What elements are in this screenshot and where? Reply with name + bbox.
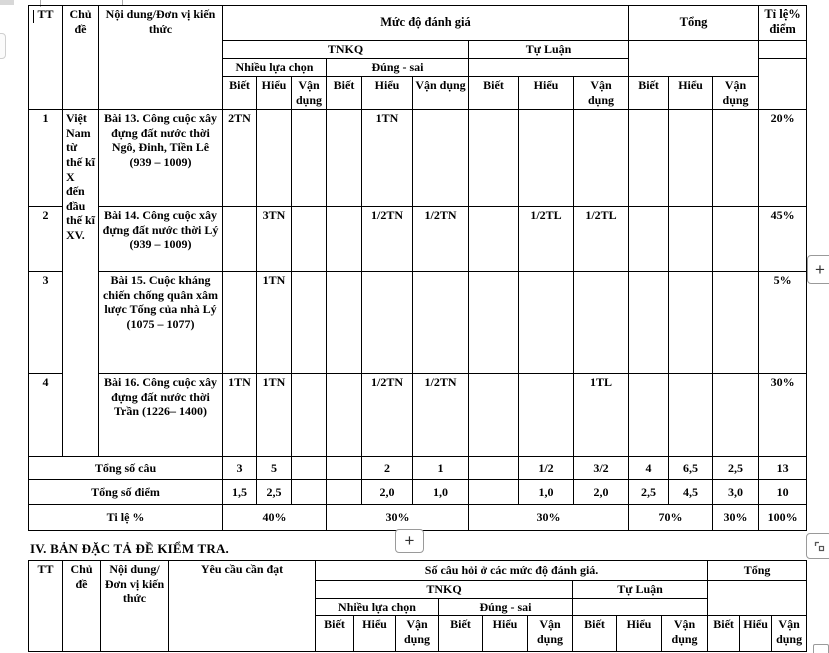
empty-cell[interactable] xyxy=(759,59,807,110)
total-cell[interactable] xyxy=(292,457,327,480)
percent-cell[interactable]: 30% xyxy=(759,374,807,457)
total-cell[interactable] xyxy=(292,480,327,505)
header-biet[interactable]: Biết xyxy=(223,77,257,110)
value-cell[interactable] xyxy=(629,374,669,457)
value-cell[interactable] xyxy=(574,110,629,207)
header-biet[interactable]: Biết xyxy=(439,616,483,652)
percent-row-label[interactable]: Ti lệ % xyxy=(29,505,223,531)
total-cell[interactable]: 4,5 xyxy=(669,480,713,505)
header-tuluan[interactable]: Tự Luận xyxy=(573,581,708,599)
plus-icon: + xyxy=(404,531,415,550)
value-cell[interactable] xyxy=(574,272,629,374)
value-cell[interactable]: 2TN xyxy=(223,110,257,207)
total-questions-label[interactable]: Tổng số câu xyxy=(29,457,223,480)
value-cell[interactable] xyxy=(223,272,257,374)
stt-cell[interactable]: 1 xyxy=(29,110,63,207)
header-biet[interactable]: Biết xyxy=(708,616,740,652)
empty-cell[interactable] xyxy=(573,598,708,616)
total-cell[interactable]: 5 xyxy=(257,457,292,480)
total-cell[interactable] xyxy=(327,480,362,505)
value-cell[interactable]: 1TL xyxy=(574,374,629,457)
total-cell[interactable]: 2 xyxy=(362,457,413,480)
header-vandung[interactable]: Vận dụng xyxy=(528,616,573,652)
header-tuluan[interactable]: Tự Luận xyxy=(469,41,629,59)
value-cell[interactable] xyxy=(629,207,669,272)
total-cell[interactable]: 1 xyxy=(413,457,469,480)
value-cell[interactable]: 1/2TL xyxy=(519,207,574,272)
lesson-cell[interactable]: Bài 16. Công cuộc xây đựng đất nước thời Trần (1226– 1400) xyxy=(99,374,223,457)
total-cell[interactable]: 3 xyxy=(223,457,257,480)
topic-cell[interactable]: Việt Nam từ thế kĩ X đến đầu thế kĩ XV. xyxy=(63,110,99,457)
resize-corner-icon xyxy=(813,540,826,553)
value-cell[interactable] xyxy=(713,207,759,272)
header-tnkq[interactable]: TNKQ xyxy=(223,41,469,59)
empty-cell[interactable] xyxy=(759,41,807,59)
header-tt[interactable]: TT xyxy=(29,561,63,652)
insert-row-button[interactable] xyxy=(395,529,424,553)
header-hieu[interactable]: Hiểu xyxy=(483,616,528,652)
header-vandung[interactable]: Vận dụng xyxy=(292,77,327,110)
value-cell[interactable] xyxy=(669,110,713,207)
header-biet[interactable]: Biết xyxy=(629,77,669,110)
header-tong[interactable]: Tổng xyxy=(629,6,759,41)
header-vandung[interactable]: Vận dụng xyxy=(662,616,708,652)
assessment-matrix-table xyxy=(28,5,807,531)
header-tnkq[interactable]: TNKQ xyxy=(316,581,573,599)
header-vandung[interactable]: Vận dụng xyxy=(772,616,807,652)
percent-total-cell[interactable]: 30% xyxy=(469,505,629,531)
header-biet[interactable]: Biết xyxy=(573,616,617,652)
total-points-label[interactable]: Tổng số điểm xyxy=(29,480,223,505)
value-cell[interactable] xyxy=(257,110,292,207)
percent-total-cell[interactable]: 40% xyxy=(223,505,327,531)
header-vandung[interactable]: Vận dụng xyxy=(713,77,759,110)
header-hieu[interactable]: Hiểu xyxy=(354,616,396,652)
cutoff-button-fragment[interactable] xyxy=(813,644,829,653)
header-chude[interactable]: Chủ đề xyxy=(63,561,101,652)
total-cell[interactable]: 4 xyxy=(629,457,669,480)
value-cell[interactable] xyxy=(327,110,362,207)
value-cell[interactable] xyxy=(669,374,713,457)
header-nlc[interactable]: Nhiều lựa chọn xyxy=(316,598,439,616)
percent-cell[interactable]: 5% xyxy=(759,272,807,374)
value-cell[interactable]: 1TN xyxy=(257,272,292,374)
value-cell[interactable]: 1/2TN xyxy=(413,374,469,457)
header-vandung[interactable]: Vận dụng xyxy=(574,77,629,110)
value-cell[interactable] xyxy=(327,272,362,374)
header-tt[interactable]: TT xyxy=(29,6,63,110)
value-cell[interactable] xyxy=(292,207,327,272)
plus-icon: + xyxy=(815,259,825,279)
stt-cell[interactable]: 4 xyxy=(29,374,63,457)
section-heading: IV. BẢN ĐẶC TẢ ĐỀ KIỂM TRA. xyxy=(30,541,229,556)
header-yeucau[interactable]: Yêu cầu cần đạt xyxy=(169,561,316,652)
value-cell[interactable] xyxy=(413,110,469,207)
value-cell[interactable] xyxy=(713,272,759,374)
total-cell[interactable]: 3/2 xyxy=(574,457,629,480)
header-biet[interactable]: Biết xyxy=(327,77,362,110)
sidebar-handle-fragment xyxy=(0,33,6,59)
total-cell[interactable]: 1,5 xyxy=(223,480,257,505)
value-cell[interactable] xyxy=(669,207,713,272)
header-mucdo[interactable]: Mức độ đánh giá xyxy=(223,6,629,41)
value-cell[interactable] xyxy=(469,110,519,207)
value-cell[interactable] xyxy=(669,272,713,374)
total-cell[interactable]: 2,5 xyxy=(713,457,759,480)
header-noidung[interactable]: Nội dung/Đơn vị kiến thức xyxy=(99,6,223,110)
value-cell[interactable] xyxy=(362,272,413,374)
value-cell[interactable] xyxy=(629,272,669,374)
header-tong[interactable]: Tổng xyxy=(708,561,807,581)
total-cell[interactable] xyxy=(469,457,519,480)
header-ds[interactable]: Đúng - sai xyxy=(327,59,469,77)
table-resize-button[interactable] xyxy=(806,533,829,559)
value-cell[interactable]: 3TN xyxy=(257,207,292,272)
header-hieu[interactable]: Hiểu xyxy=(669,77,713,110)
value-cell[interactable] xyxy=(327,207,362,272)
value-cell[interactable] xyxy=(413,272,469,374)
value-cell[interactable]: 1/2TN xyxy=(362,374,413,457)
header-biet[interactable]: Biết xyxy=(316,616,354,652)
stt-cell[interactable]: 3 xyxy=(29,272,63,374)
header-biet[interactable]: Biết xyxy=(469,77,519,110)
empty-cell[interactable] xyxy=(708,581,807,616)
specification-table xyxy=(28,560,807,652)
percent-total-cell[interactable]: 70% xyxy=(629,505,713,531)
percent-cell[interactable]: 20% xyxy=(759,110,807,207)
percent-total-cell[interactable]: 30% xyxy=(713,505,759,531)
stt-cell[interactable]: 2 xyxy=(29,207,63,272)
value-cell[interactable]: 1TN xyxy=(362,110,413,207)
value-cell[interactable]: 1/2TN xyxy=(362,207,413,272)
header-hieu[interactable]: Hiểu xyxy=(519,77,574,110)
value-cell[interactable] xyxy=(292,374,327,457)
value-cell[interactable]: 1TN xyxy=(223,374,257,457)
percent-cell[interactable]: 45% xyxy=(759,207,807,272)
empty-cell[interactable] xyxy=(629,41,759,77)
total-cell[interactable]: 1/2 xyxy=(519,457,574,480)
value-cell[interactable] xyxy=(519,374,574,457)
total-cell[interactable]: 2,0 xyxy=(574,480,629,505)
value-cell[interactable] xyxy=(713,110,759,207)
value-cell[interactable] xyxy=(519,272,574,374)
header-tile[interactable]: Tỉ lệ% điểm xyxy=(759,6,807,41)
header-hieu[interactable]: Hiểu xyxy=(362,77,413,110)
insert-column-button[interactable] xyxy=(807,255,829,284)
lesson-cell[interactable]: Bài 13. Công cuộc xây đựng đất nước thời Ngô, Đinh, Tiền Lê (939 – 1009) xyxy=(99,110,223,207)
header-hieu[interactable]: Hiểu xyxy=(257,77,292,110)
value-cell[interactable]: 1TN xyxy=(257,374,292,457)
value-cell[interactable] xyxy=(713,374,759,457)
total-cell[interactable]: 2,5 xyxy=(257,480,292,505)
total-cell[interactable]: 10 xyxy=(759,480,807,505)
empty-cell[interactable] xyxy=(469,59,629,77)
total-cell[interactable] xyxy=(469,480,519,505)
value-cell[interactable] xyxy=(292,272,327,374)
toolbar-fragment xyxy=(0,0,14,5)
total-cell[interactable]: 2,0 xyxy=(362,480,413,505)
value-cell[interactable] xyxy=(519,110,574,207)
value-cell[interactable] xyxy=(469,207,519,272)
value-cell[interactable] xyxy=(629,110,669,207)
header-noidung[interactable]: Nội dung/Đơn vị kiến thức xyxy=(101,561,169,652)
lesson-cell[interactable]: Bài 14. Công cuộc xây đựng đất nước thời Lý (939 – 1009) xyxy=(99,207,223,272)
value-cell[interactable] xyxy=(223,207,257,272)
header-chude[interactable]: Chủ đề xyxy=(63,6,99,110)
header-ds[interactable]: Đúng - sai xyxy=(439,598,573,616)
value-cell[interactable] xyxy=(327,374,362,457)
value-cell[interactable]: 1/2TN xyxy=(413,207,469,272)
value-cell[interactable] xyxy=(469,374,519,457)
total-cell[interactable] xyxy=(327,457,362,480)
header-socau[interactable]: Số câu hỏi ở các mức độ đánh giá. xyxy=(316,561,708,581)
total-cell[interactable]: 3,0 xyxy=(713,480,759,505)
total-cell[interactable]: 2,5 xyxy=(629,480,669,505)
total-cell[interactable]: 13 xyxy=(759,457,807,480)
percent-total-cell[interactable]: 100% xyxy=(759,505,807,531)
total-cell[interactable]: 6,5 xyxy=(669,457,713,480)
total-cell[interactable]: 1,0 xyxy=(519,480,574,505)
header-hieu[interactable]: Hiểu xyxy=(740,616,772,652)
header-vandung[interactable]: Vận dụng xyxy=(413,77,469,110)
value-cell[interactable] xyxy=(469,272,519,374)
total-cell[interactable]: 1,0 xyxy=(413,480,469,505)
value-cell[interactable]: 1/2TL xyxy=(574,207,629,272)
lesson-cell[interactable]: Bài 15. Cuộc kháng chiến chống quân xâm lược Tống của nhà Lý (1075 – 1077) xyxy=(99,272,223,374)
value-cell[interactable] xyxy=(292,110,327,207)
header-vandung[interactable]: Vận dụng xyxy=(396,616,439,652)
percent-total-cell[interactable]: 30% xyxy=(327,505,469,531)
header-nlc[interactable]: Nhiều lựa chọn xyxy=(223,59,327,77)
header-hieu[interactable]: Hiểu xyxy=(617,616,662,652)
